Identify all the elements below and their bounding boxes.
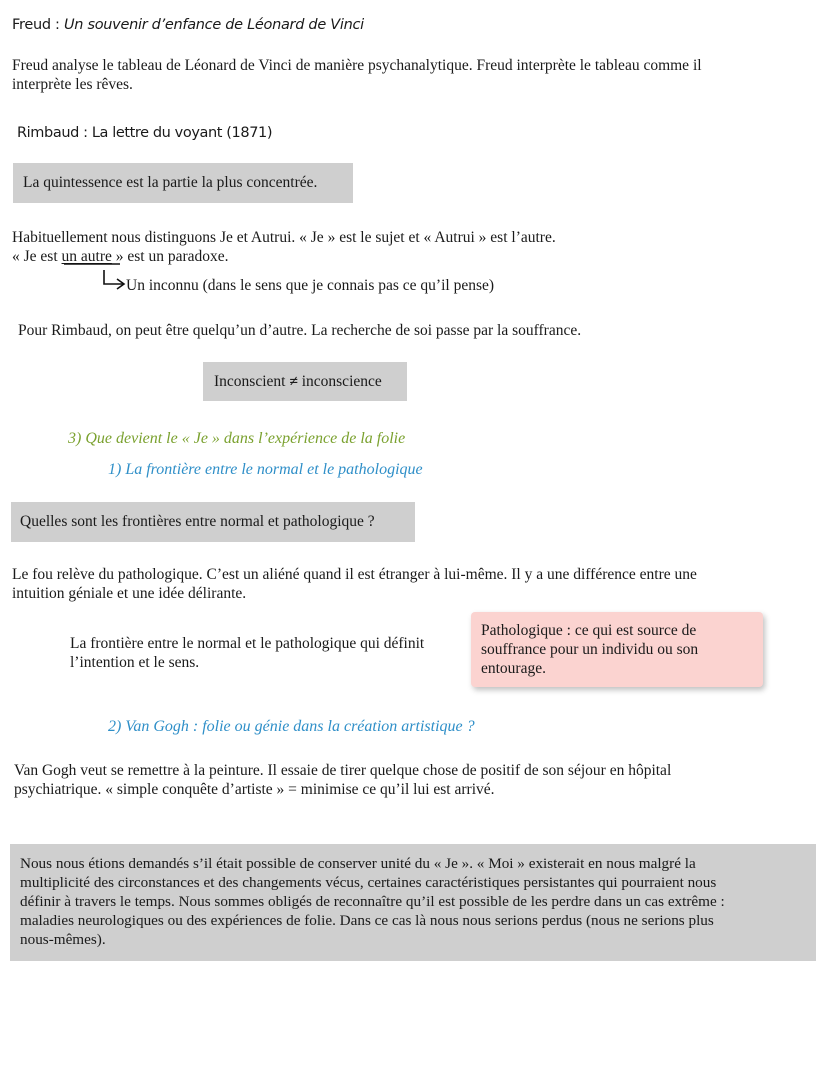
frontiere-paragraph xyxy=(70,634,465,672)
pathologique-note-line2: souffrance pour un individu ou son xyxy=(481,641,699,658)
fou-paragraph xyxy=(12,565,812,603)
subsection-1-heading: 1) La frontière entre le normal et le pathologique xyxy=(108,461,423,478)
inconscient-box xyxy=(203,362,407,401)
conclusion-box xyxy=(10,844,816,961)
subsection-2-heading: 2) Van Gogh : folie ou génie dans la création artistique ? xyxy=(108,718,475,735)
conclusion-line1: Nous nous étions demandés s’il était possible de conserver unité du « Je ». « Moi » existerait en nous malgré la xyxy=(20,855,696,872)
rimbaud-heading: Rimbaud : La lettre du voyant (1871) xyxy=(17,125,273,141)
freud-paragraph xyxy=(12,56,812,94)
rimbaud-paragraph: Pour Rimbaud, on peut être quelqu’un d’autre. La recherche de soi passe par la souffrance. xyxy=(18,322,582,339)
pathologique-note-line1: Pathologique : ce qui est source de xyxy=(481,622,697,639)
freud-heading-prefix: Freud : xyxy=(12,17,64,33)
fou-paragraph-line2: intuition géniale et une idée délirante. xyxy=(12,585,247,602)
freud-paragraph-line2: interprète les rêves. xyxy=(12,76,133,93)
arrow-note: Un inconnu (dans le sens que je connais pas ce qu’il pense) xyxy=(126,277,495,294)
inconscient-right: inconscience xyxy=(301,373,382,390)
conclusion-line4: maladies neurologiques ou des expériences de folie. Dans ce cas là nous nous serions perdus (nous ne serions plus xyxy=(20,912,714,929)
je-paragraph-line1: Habituellement nous distinguons Je et Autrui. « Je » est le sujet et « Autrui » est l’autre. xyxy=(12,229,556,246)
je-line2-pre: « Je est xyxy=(12,248,62,265)
quintessence-text: La quintessence est la partie la plus concentrée. xyxy=(23,174,318,191)
je-line2-post: » est un paradoxe. xyxy=(111,248,229,265)
question-box xyxy=(11,502,415,542)
vangogh-paragraph xyxy=(14,761,814,799)
conclusion-line5: nous-mêmes). xyxy=(20,931,106,948)
section-3-heading: 3) Que devient le « Je » dans l’expérience de la folie xyxy=(68,430,406,447)
conclusion-line3: définir à travers le temps. Nous sommes obligés de reconnaître qu’il est possible de les perdre dans un cas extrême : xyxy=(20,893,725,910)
quintessence-box xyxy=(13,163,353,203)
frontiere-paragraph-line1: La frontière entre le normal et le pathologique qui définit xyxy=(70,635,425,652)
conclusion-line2: multiplicité des circonstances et des changements vécus, certaines caractéristiques persistantes qui pourraient nous xyxy=(20,874,717,891)
freud-paragraph-line1: Freud analyse le tableau de Léonard de Vinci de manière psychanalytique. Freud interprète le tableau comme il xyxy=(12,57,702,74)
freud-heading xyxy=(12,17,364,33)
pathologique-note xyxy=(471,612,763,687)
vangogh-paragraph-line1: Van Gogh veut se remettre à la peinture. Il essaie de tirer quelque chose de positif de son séjour en hôpital xyxy=(14,762,672,779)
fou-paragraph-line1: Le fou relève du pathologique. C’est un aliéné quand il est étranger à lui-même. Il y a une différence entre une xyxy=(12,566,697,583)
vangogh-paragraph-line2: psychiatrique. « simple conquête d’artiste » = minimise ce qu’il lui est arrivé. xyxy=(14,781,495,798)
question-text: Quelles sont les frontières entre normal et pathologique ? xyxy=(20,513,375,530)
frontiere-paragraph-line2: l’intention et le sens. xyxy=(70,654,200,671)
freud-heading-title: Un souvenir d’enfance de Léonard de Vinci xyxy=(63,17,364,33)
not-equal-icon: ≠ xyxy=(289,373,298,390)
un-autre-underlined: un autre xyxy=(61,248,112,265)
inconscient-left: Inconscient xyxy=(214,373,286,390)
pathologique-note-line3: entourage. xyxy=(481,660,546,677)
